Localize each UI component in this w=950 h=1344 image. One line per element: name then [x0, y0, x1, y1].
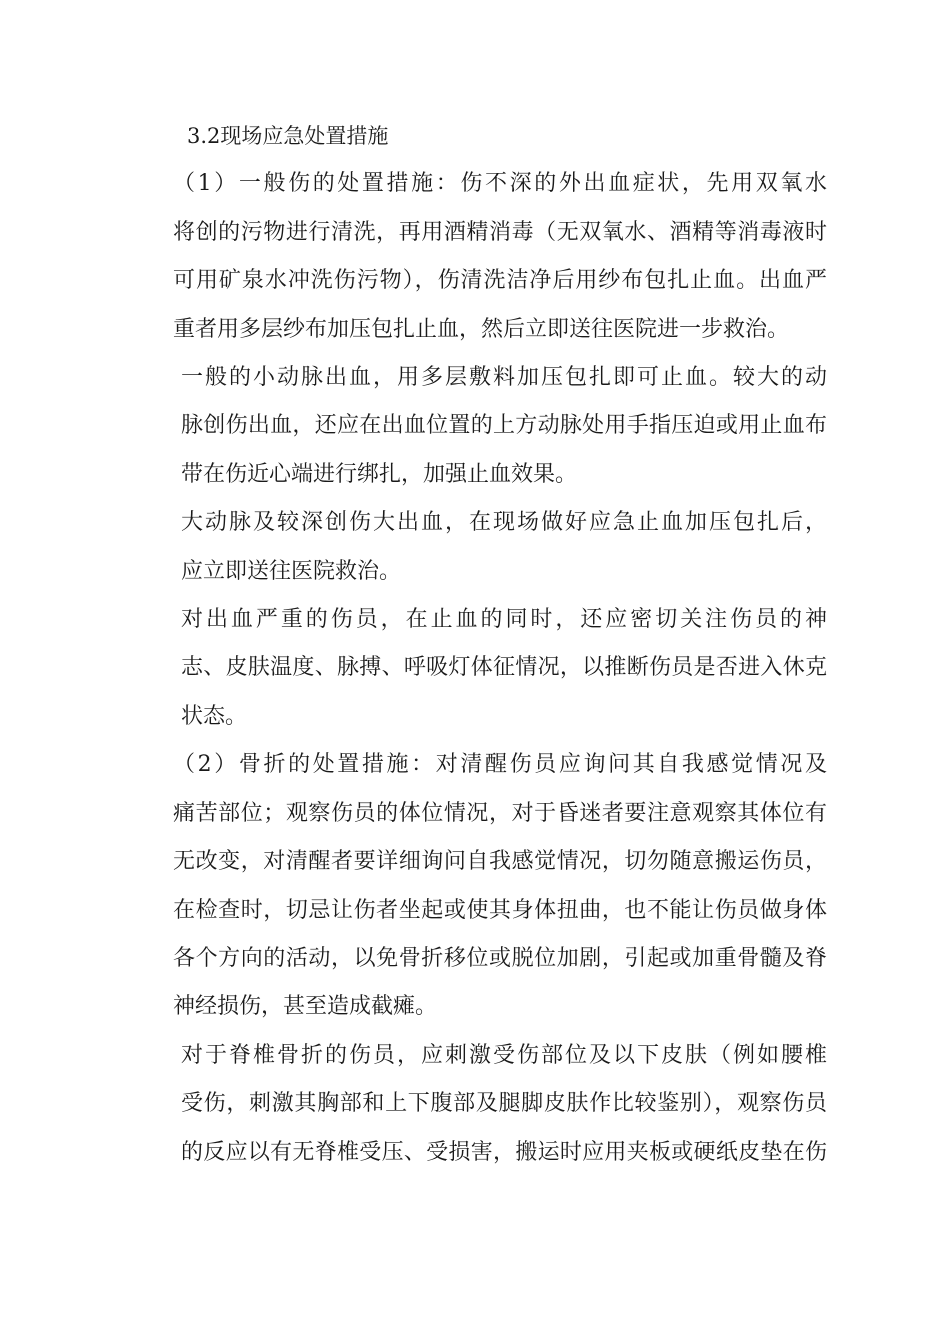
- text-line: 状态。: [181, 703, 248, 729]
- text-line: （1）一般伤的处置措施：伤不深的外出血症状，先用双氧水: [173, 171, 827, 197]
- text-line: 受伤，刺激其胸部和上下腹部及腿脚皮肤作比较鉴别），观察伤员: [181, 1091, 827, 1117]
- text-line: （2）骨折的处置措施：对清醒伤员应询问其自我感觉情况及: [173, 752, 827, 778]
- text-line: 神经损伤，甚至造成截瘫。: [173, 994, 438, 1020]
- paragraph-severe-bleeding: [137, 596, 827, 741]
- text-line: 可用矿泉水冲洗伤污物），伤清洗洁净后用纱布包扎止血。出血严: [173, 268, 827, 294]
- paragraph-spinal-fracture: [137, 1032, 827, 1177]
- text-line: 一般的小动脉出血，用多层敷料加压包扎即可止血。较大的动: [181, 365, 827, 391]
- text-line: 对出血严重的伤员，在止血的同时，还应密切关注伤员的神: [181, 607, 827, 633]
- text-line: 对于脊椎骨折的伤员，应刺激受伤部位及以下皮肤（例如腰椎: [181, 1042, 827, 1068]
- text-line: 各个方向的活动，以免骨折移位或脱位加剧，引起或加重骨髓及脊: [173, 945, 827, 971]
- paragraph-small-artery: [137, 354, 827, 499]
- document-body: [137, 112, 827, 1177]
- paragraph-general-injury: [137, 160, 827, 354]
- text-line: 带在伤近心端进行绑扎，加强止血效果。: [181, 461, 578, 487]
- text-line: 脉创伤出血，还应在出血位置的上方动脉处用手指压迫或用止血布: [181, 413, 827, 439]
- paragraph-fracture: [137, 741, 827, 1031]
- text-line: 将创的污物进行清洗，再用酒精消毒（无双氧水、酒精等消毒液时: [173, 219, 827, 245]
- text-line: 在检查时，切忌让伤者坐起或使其身体扭曲，也不能让伤员做身体: [173, 897, 827, 923]
- paragraph-major-artery: [137, 499, 827, 596]
- text-line: 痛苦部位；观察伤员的体位情况，对于昏迷者要注意观察其体位有: [173, 800, 827, 826]
- text-line: 志、皮肤温度、脉搏、呼吸灯体征情况，以推断伤员是否进入休克: [181, 655, 827, 681]
- text-line: 无改变，对清醒者要详细询问自我感觉情况，切勿随意搬运伤员，: [173, 849, 827, 875]
- text-line: 大动脉及较深创伤大出血，在现场做好应急止血加压包扎后，: [181, 510, 827, 536]
- text-line: 应立即送往医院救治。: [181, 558, 402, 584]
- section-heading: 3.2现场应急处置措施: [187, 124, 389, 148]
- text-line: 重者用多层纱布加压包扎止血，然后立即送往医院进一步救治。: [173, 316, 790, 342]
- text-line: 的反应以有无脊椎受压、受损害，搬运时应用夹板或硬纸皮垫在伤: [181, 1139, 827, 1165]
